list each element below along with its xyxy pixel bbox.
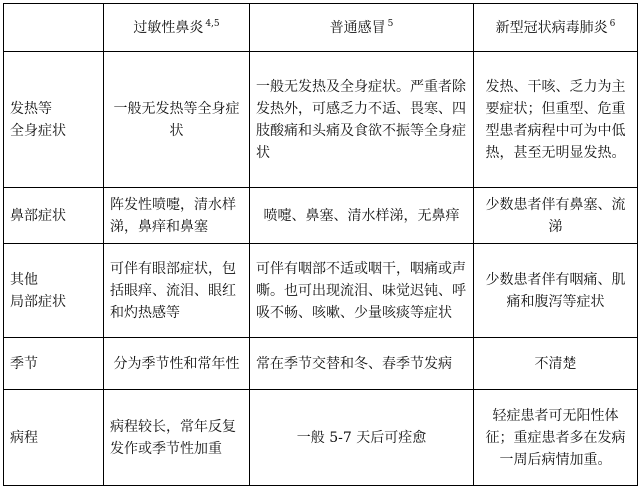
row-label-line: 全身症状 xyxy=(10,122,66,139)
cell-allergic-rhinitis: 阵发性喷嚏，清水样涕，鼻痒和鼻塞 xyxy=(104,188,250,244)
header-superscript: 4,5 xyxy=(205,18,220,29)
cell-covid19: 少数患者伴有鼻塞、流涕 xyxy=(474,188,638,244)
row-label-line: 其他 xyxy=(10,271,38,288)
table-row xyxy=(4,52,638,188)
table-row xyxy=(4,244,638,338)
cell-covid19: 轻症患者可无阳性体征；重症患者多在发病一周后病情加重。 xyxy=(474,390,638,486)
row-label-line: 鼻部症状 xyxy=(10,207,66,224)
row-label-line: 发热等 xyxy=(10,100,52,117)
header-label: 新型冠状病毒肺炎 xyxy=(495,19,608,36)
row-label-line: 病程 xyxy=(10,429,38,446)
row-label xyxy=(4,338,104,390)
cell-covid19: 不清楚 xyxy=(474,338,638,390)
table-row xyxy=(4,390,638,486)
row-label xyxy=(4,52,104,188)
cell-allergic-rhinitis: 可伴有眼部症状，包括眼痒、流泪、眼红 和灼热感等 xyxy=(104,244,250,338)
cell-common-cold: 常在季节交替和冬、春季节发病 xyxy=(250,338,474,390)
header-label: 普通感冒 xyxy=(329,19,386,36)
row-label xyxy=(4,188,104,244)
row-label xyxy=(4,244,104,338)
cell-covid19: 少数患者伴有咽痛、肌痛和腹泻等症状 xyxy=(474,244,638,338)
cell-allergic-rhinitis: 分为季节性和常年性 xyxy=(104,338,250,390)
table-row xyxy=(4,338,638,390)
comparison-table xyxy=(3,3,638,486)
cell-covid19: 发热、干咳、乏力为主要症状；但重型、危重型患者病程中可为中低热，甚至无明显发热。 xyxy=(474,52,638,188)
cell-allergic-rhinitis: 病程较长，常年反复发作或季节性加重 xyxy=(104,390,250,486)
cell-common-cold: 喷嚏、鼻塞、清水样涕，无鼻痒 xyxy=(250,188,474,244)
cell-allergic-rhinitis: 一般无发热等全身症状 xyxy=(104,52,250,188)
header-covid19 xyxy=(474,4,638,52)
header-blank-cell xyxy=(4,4,104,52)
cell-common-cold: 一般 5-7 天后可痊愈 xyxy=(250,390,474,486)
row-label-line: 季节 xyxy=(10,355,38,372)
header-allergic-rhinitis xyxy=(104,4,250,52)
row-label-line: 局部症状 xyxy=(10,293,66,310)
header-common-cold xyxy=(250,4,474,52)
table-row xyxy=(4,188,638,244)
header-superscript: 6 xyxy=(609,18,616,29)
header-superscript: 5 xyxy=(387,18,394,29)
cell-common-cold: 可伴有咽部不适或咽干，咽痛或声嘶。也可出现流泪、味觉迟钝、呼吸不畅、咳嗽、少量咳痰等症状 xyxy=(250,244,474,338)
cell-common-cold: 一般无发热及全身症状。严重者除发热外，可感乏力不适、畏寒、四肢酸痛和头痛及食欲不振等全身症状 xyxy=(250,52,474,188)
table-header-row xyxy=(4,4,638,52)
row-label xyxy=(4,390,104,486)
header-label: 过敏性鼻炎 xyxy=(133,19,204,36)
